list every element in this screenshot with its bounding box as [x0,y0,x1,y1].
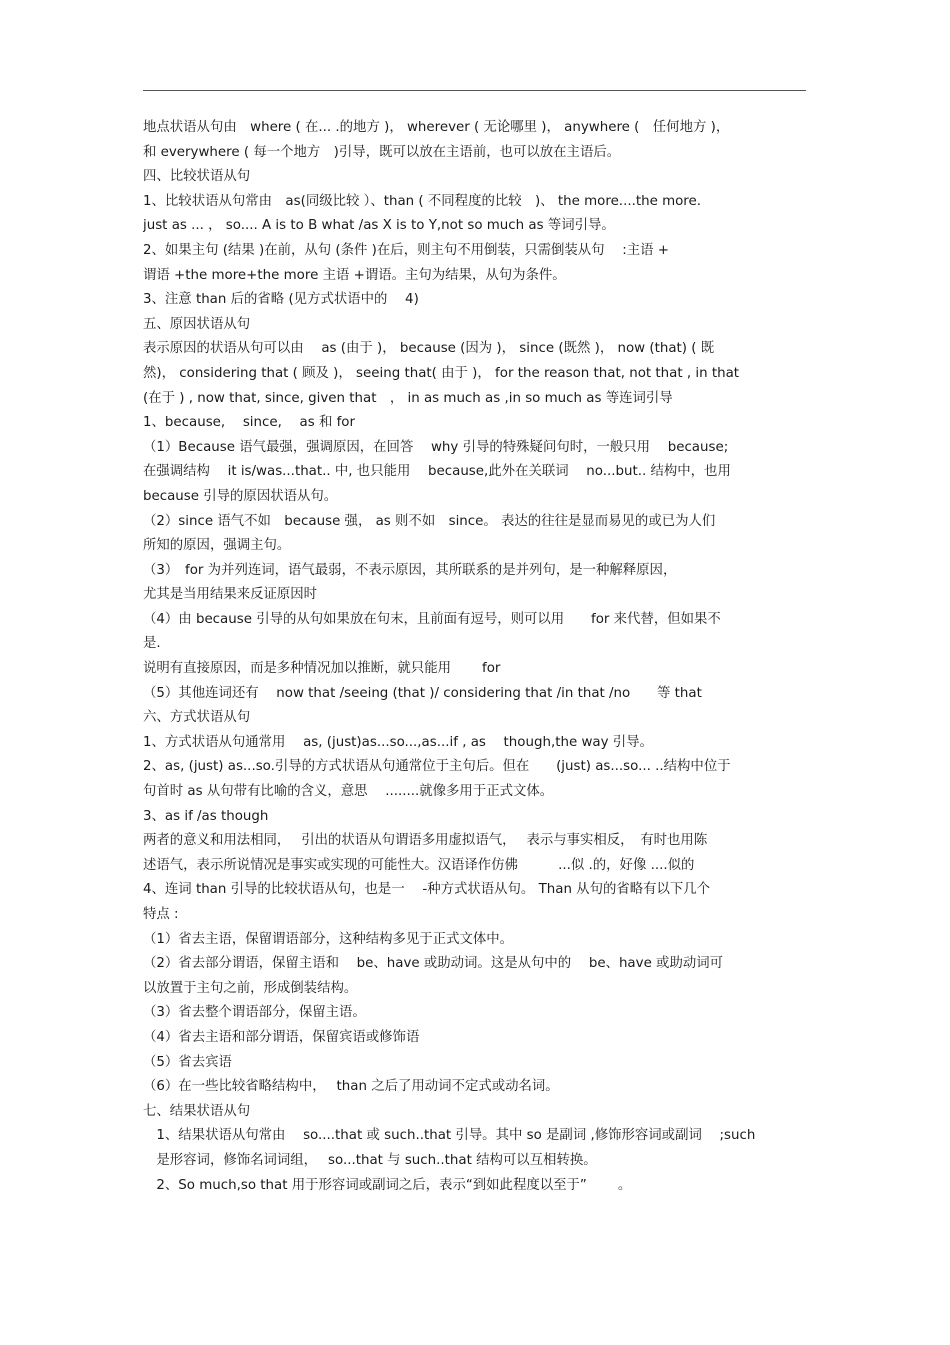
text-line: 在强调结构 it is/was...that.. 中, 也只能用 because,此外在关联词 no...but.. 结构中，也用 [143,464,731,480]
text-line: (在于 ) , now that, since, given that ， in as much as ,in so much as 等连词引导 [143,390,673,406]
text-line: 地点状语从句由 where ( 在... .的地方 )， wherever ( 无论哪里 )， anywhere ( 任何地方 )， [143,120,730,135]
text-line: （4）省去主语和部分谓语，保留宾语或修饰语 [143,1029,420,1045]
text-line: 句首时 as 从句带有比喻的含义，意思 ........就像多用于正式文体。 [143,784,554,800]
text-line: 所知的原因，强调主句。 [143,538,291,554]
text-line: 4、连词 than 引导的比较状语从句，也是一 -种方式状语从句。 Than 从句的省略有以下几个 [143,882,711,898]
text-line: （6）在一些比较省略结构中， than 之后了用动词不定式或动名词。 [143,1079,559,1095]
text-line: 是. [143,636,161,652]
text-line: because 引导的原因状语从句。 [143,488,338,504]
text-line: 尤其是当用结果来反证原因时 [143,587,318,603]
text-line: 2、So much,so that 用于形容词或副词之后，表示“到如此程度以至于” 。 [143,1177,632,1193]
text-line: 1、比较状语从句常由 as(同级比较 ）、than ( 不同程度的比较 )、 the more....the more. [143,193,702,209]
text-line: 谓语 +the more+the more 主语 +谓语。主句为结果，从句为条件。 [143,267,566,283]
section-heading: 四、比较状语从句 [143,169,251,185]
text-line: 1、because, since, as 和 for [143,415,356,431]
text-line: 说明有直接原因，而是多种情况加以推断，就只能用 for [143,661,501,677]
text-line: 1、结果状语从句常由 so....that 或 such..that 引导。其中 so 是副词 ,修饰形容词或副词 ;such [143,1128,756,1144]
text-line: just as ... ， so.... A is to B what /as X is to Y,not so much as 等词引导。 [143,218,615,234]
text-line: （4）由 because 引导的从句如果放在句末，且前面有逗号，则可以用 for 来代替，但如果不 [143,611,721,627]
document-body [143,116,811,1198]
text-line: （2）省去部分谓语，保留主语和 be、have 或助动词。这是从句中的 be、have 或助动词可 [143,956,724,972]
text-line: 1、方式状语从句通常用 as, (just)as...so...,as...if , as though,the way 引导。 [143,734,653,750]
section-heading: 五、原因状语从句 [143,316,251,332]
text-line: （3）省去整个谓语部分，保留主语。 [143,1005,366,1021]
text-line: 3、注意 than 后的省略 (见方式状语中的 4) [143,292,419,308]
text-line: （5）其他连词还有 now that /seeing (that )/ considering that /in that /no 等 that [143,685,702,701]
text-line: （1）省去主语，保留谓语部分，这种结构多见于正式文体中。 [143,931,514,947]
text-line: 和 everywhere ( 每一个地方 )引导，既可以放在主语前，也可以放在主语后。 [143,144,621,160]
text-line: （5）省去宾语 [143,1054,232,1070]
text-line: 然)， considering that ( 顾及 )， seeing that( 由于 )， for the reason that, not that , in that [143,365,740,381]
text-line: （1）Because 语气最强，强调原因，在回答 why 引导的特殊疑问句时，一般只用 because; [143,439,729,455]
section-heading: 七、结果状语从句 [143,1103,251,1119]
text-line: 表示原因的状语从句可以由 as (由于 )， because (因为 )， since (既然 )， now (that) ( 既 [143,341,715,357]
header-rule [143,90,806,91]
text-line: （3） for 为并列连词，语气最弱，不表示原因，其所联系的是并列句，是一种解释原因， [143,562,677,578]
text-line: 是形容词，修饰名词词组， so...that 与 such..that 结构可以互相转换。 [143,1152,597,1168]
text-line: 以放置于主句之前，形成倒装结构。 [143,980,358,996]
text-line: 特点 : [143,907,179,922]
text-line: 述语气，表示所说情况是事实或实现的可能性大。汉语译作仿佛 ...似 .的，好像 ....似的 [143,857,695,873]
section-heading: 六、方式状语从句 [143,710,251,726]
text-line: 两者的意义和用法相同， 引出的状语从句谓语多用虚拟语气， 表示与事实相反， 有时也用陈 [143,833,708,849]
text-line: 2、如果主句 (结果 )在前，从句 (条件 )在后，则主句不用倒装，只需倒装从句 :主语 + [143,242,669,258]
text-line: （2）since 语气不如 because 强， as 则不如 since。 表达的往往是显而易见的或已为人们 [143,513,716,529]
text-line: 3、as if /as though [143,808,269,824]
text-line: 2、as, (just) as...so.引导的方式状语从句通常位于主句后。但在 (just) as...so... ..结构中位于 [143,759,731,775]
